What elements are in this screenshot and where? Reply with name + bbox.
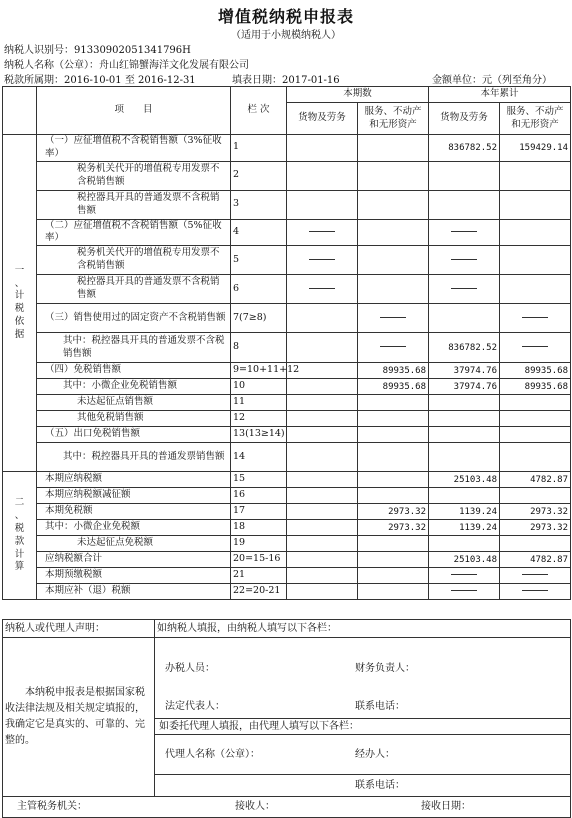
col-current-services: 服务、不动产和无形资产 bbox=[358, 103, 429, 135]
table-row bbox=[3, 395, 571, 411]
table-row bbox=[3, 246, 571, 275]
not-applicable-dash bbox=[429, 584, 500, 600]
table-row bbox=[3, 304, 571, 333]
row-label: 其中：税控器具开具的普通发票不含税销售额 bbox=[37, 333, 231, 363]
section-char: 据 bbox=[14, 328, 25, 340]
not-applicable-dash bbox=[429, 219, 500, 246]
phone-label: 联系电话： bbox=[355, 701, 405, 712]
row-number: 7(7≥8) bbox=[231, 304, 287, 333]
amount-cell: 4782.87 bbox=[500, 472, 571, 488]
amount-cell bbox=[358, 552, 429, 568]
taxpayer-name-label: 纳税人名称（公章）： bbox=[4, 60, 99, 71]
amount-cell bbox=[287, 520, 358, 536]
period-line bbox=[4, 71, 196, 86]
unit-label: 金额单位：元（列至角分） bbox=[432, 75, 552, 86]
amount-cell bbox=[500, 536, 571, 552]
amount-cell bbox=[500, 275, 571, 304]
amount-cell: 89935.68 bbox=[358, 379, 429, 395]
dash-mark bbox=[380, 317, 406, 318]
amount-cell bbox=[287, 379, 358, 395]
col-current-goods: 货物及劳务 bbox=[287, 103, 358, 135]
row-number: 12 bbox=[231, 411, 287, 427]
receiver-label: 接收人： bbox=[235, 801, 275, 812]
amount-cell bbox=[287, 504, 358, 520]
legal-rep-label: 法定代表人： bbox=[165, 701, 225, 712]
amount-cell bbox=[287, 333, 358, 363]
row-label: 应纳税额合计 bbox=[37, 552, 231, 568]
section-char: 二 bbox=[14, 497, 25, 509]
table-row bbox=[3, 568, 571, 584]
footer-table bbox=[2, 619, 571, 818]
row-number: 13(13≥14) bbox=[231, 427, 287, 443]
dash-mark bbox=[380, 346, 406, 347]
declaration-table bbox=[2, 86, 571, 600]
section-basis bbox=[3, 135, 37, 472]
amount-cell bbox=[287, 584, 358, 600]
corner-cell bbox=[3, 87, 37, 135]
amount-cell bbox=[500, 443, 571, 472]
agent-handler-label: 经办人： bbox=[355, 749, 395, 760]
amount-cell bbox=[287, 427, 358, 443]
amount-cell: 89935.68 bbox=[500, 379, 571, 395]
row-label: 未达起征点免税额 bbox=[37, 536, 231, 552]
not-applicable-dash bbox=[500, 304, 571, 333]
row-number: 6 bbox=[231, 275, 287, 304]
amount-cell: 37974.76 bbox=[429, 379, 500, 395]
amount-cell: 2973.32 bbox=[500, 504, 571, 520]
col-ytd-services: 服务、不动产和无形资产 bbox=[500, 103, 571, 135]
agent-fill-note: 如委托代理人填报，由代理人填写以下各栏： bbox=[159, 721, 359, 732]
row-number: 19 bbox=[231, 536, 287, 552]
amount-cell bbox=[500, 246, 571, 275]
amount-cell: 2973.32 bbox=[500, 520, 571, 536]
row-number: 16 bbox=[231, 488, 287, 504]
amount-cell bbox=[358, 488, 429, 504]
dash-mark bbox=[522, 574, 548, 575]
amount-cell: 89935.68 bbox=[500, 363, 571, 379]
section-char: 税 bbox=[14, 522, 25, 534]
amount-cell bbox=[358, 568, 429, 584]
amount-cell bbox=[287, 135, 358, 162]
row-label: 本期预缴税额 bbox=[37, 568, 231, 584]
row-number: 17 bbox=[231, 504, 287, 520]
dash-mark bbox=[309, 288, 335, 289]
amount-cell: 4782.87 bbox=[500, 552, 571, 568]
section-char: 、 bbox=[14, 510, 25, 522]
amount-cell bbox=[358, 427, 429, 443]
section-char: 依 bbox=[14, 315, 25, 327]
table-row bbox=[3, 190, 571, 219]
declaration-title: 纳税人或代理人声明： bbox=[3, 620, 155, 638]
amount-cell bbox=[500, 427, 571, 443]
not-applicable-dash bbox=[358, 333, 429, 363]
col-ytd-header: 本年累计 bbox=[429, 87, 571, 103]
row-label: 其他免税销售额 bbox=[37, 411, 231, 427]
row-number: 22=20-21 bbox=[231, 584, 287, 600]
handler-label: 办税人员： bbox=[165, 663, 215, 674]
amount-cell bbox=[287, 472, 358, 488]
taxpayer-id-line bbox=[4, 41, 191, 56]
row-number: 20=15-16 bbox=[231, 552, 287, 568]
row-number: 11 bbox=[231, 395, 287, 411]
amount-cell bbox=[500, 161, 571, 190]
table-row bbox=[3, 427, 571, 443]
amount-cell bbox=[358, 584, 429, 600]
amount-cell bbox=[500, 395, 571, 411]
row-label: 其中：小微企业免税额 bbox=[37, 520, 231, 536]
amount-cell: 89935.68 bbox=[358, 363, 429, 379]
row-label: 本期免税额 bbox=[37, 504, 231, 520]
section-char: 计 bbox=[14, 548, 25, 560]
fill-date-line bbox=[232, 71, 340, 86]
row-label: 其中：小微企业免税销售额 bbox=[37, 379, 231, 395]
row-number: 14 bbox=[231, 443, 287, 472]
fill-date-label: 填表日期： bbox=[232, 75, 282, 86]
amount-cell bbox=[429, 411, 500, 427]
amount-cell: 25103.48 bbox=[429, 552, 500, 568]
amount-cell bbox=[358, 472, 429, 488]
row-label: 未达起征点销售额 bbox=[37, 395, 231, 411]
declaration-text: 本纳税申报表是根据国家税收法律法规及相关规定填报的，我确定它是真实的、可靠的、完整的。 bbox=[3, 638, 155, 797]
row-label: 本期应纳税额 bbox=[37, 472, 231, 488]
receive-date-label: 接收日期： bbox=[421, 801, 471, 812]
row-label: （一）应征增值税不含税销售额（3%征收率） bbox=[37, 135, 231, 162]
form-subtitle: （适用于小规模纳税人） bbox=[231, 30, 341, 41]
amount-cell bbox=[287, 161, 358, 190]
row-label: 税控器具开具的普通发票不含税销售额 bbox=[37, 275, 231, 304]
section-char: 算 bbox=[14, 561, 25, 573]
amount-cell bbox=[358, 135, 429, 162]
dash-mark bbox=[451, 288, 477, 289]
col-no-header: 栏 次 bbox=[231, 87, 287, 135]
table-row bbox=[3, 275, 571, 304]
section-char: 一 bbox=[14, 264, 25, 276]
not-applicable-dash bbox=[358, 304, 429, 333]
amount-cell bbox=[287, 568, 358, 584]
table-row bbox=[3, 135, 571, 162]
dash-mark bbox=[309, 231, 335, 232]
amount-cell bbox=[358, 246, 429, 275]
col-ytd-goods: 货物及劳务 bbox=[429, 103, 500, 135]
amount-cell bbox=[358, 190, 429, 219]
section-char: 计 bbox=[14, 290, 25, 302]
section-char: 款 bbox=[14, 535, 25, 547]
row-number: 2 bbox=[231, 161, 287, 190]
row-label: （三）销售使用过的固定资产不含税销售额 bbox=[37, 304, 231, 333]
amount-cell bbox=[429, 161, 500, 190]
amount-cell: 37974.76 bbox=[429, 363, 500, 379]
row-label: 税务机关代开的增值税专用发票不含税销售额 bbox=[37, 246, 231, 275]
row-number: 8 bbox=[231, 333, 287, 363]
not-applicable-dash bbox=[500, 584, 571, 600]
amount-cell: 2973.32 bbox=[358, 520, 429, 536]
taxpayer-name: 舟山红锦蟹海洋文化发展有限公司 bbox=[99, 60, 249, 71]
not-applicable-dash bbox=[287, 275, 358, 304]
amount-cell bbox=[287, 536, 358, 552]
row-number: 21 bbox=[231, 568, 287, 584]
amount-cell bbox=[358, 443, 429, 472]
table-row bbox=[3, 536, 571, 552]
table-row bbox=[3, 379, 571, 395]
amount-cell bbox=[429, 488, 500, 504]
amount-cell bbox=[358, 219, 429, 246]
amount-cell bbox=[429, 443, 500, 472]
dash-mark bbox=[522, 590, 548, 591]
amount-cell bbox=[287, 190, 358, 219]
row-label: 税务机关代开的增值税专用发票不含税销售额 bbox=[37, 161, 231, 190]
period: 2016-10-01 至 2016-12-31 bbox=[64, 75, 196, 86]
period-label: 税款所属期： bbox=[4, 75, 64, 86]
section-char: 、 bbox=[14, 277, 25, 289]
row-label: （五）出口免税销售额 bbox=[37, 427, 231, 443]
agent-phone-label: 联系电话： bbox=[155, 775, 571, 797]
dash-mark bbox=[451, 231, 477, 232]
table-row bbox=[3, 504, 571, 520]
not-applicable-dash bbox=[429, 246, 500, 275]
table-row bbox=[3, 520, 571, 536]
tax-office-label: 主管税务机关： bbox=[17, 801, 87, 812]
amount-cell bbox=[429, 190, 500, 219]
dash-mark bbox=[309, 259, 335, 260]
amount-cell bbox=[358, 275, 429, 304]
not-applicable-dash bbox=[287, 219, 358, 246]
row-label: 其中：税控器具开具的普通发票销售额 bbox=[37, 443, 231, 472]
amount-cell bbox=[500, 488, 571, 504]
table-row bbox=[3, 488, 571, 504]
amount-cell: 1139.24 bbox=[429, 504, 500, 520]
amount-cell bbox=[358, 536, 429, 552]
table-row bbox=[3, 443, 571, 472]
amount-cell bbox=[429, 304, 500, 333]
amount-cell bbox=[287, 395, 358, 411]
amount-cell bbox=[500, 190, 571, 219]
row-number: 4 bbox=[231, 219, 287, 246]
table-row bbox=[3, 161, 571, 190]
amount-cell: 2973.32 bbox=[358, 504, 429, 520]
agent-name-label: 代理人名称（公章）： bbox=[165, 749, 260, 760]
amount-cell bbox=[287, 443, 358, 472]
table-row bbox=[3, 363, 571, 379]
amount-cell bbox=[287, 304, 358, 333]
amount-cell bbox=[358, 161, 429, 190]
row-number: 10 bbox=[231, 379, 287, 395]
amount-cell bbox=[287, 488, 358, 504]
section-char: 税 bbox=[14, 303, 25, 315]
col-current-header: 本期数 bbox=[287, 87, 429, 103]
amount-cell: 1139.24 bbox=[429, 520, 500, 536]
row-label: 税控器具开具的普通发票不含税销售额 bbox=[37, 190, 231, 219]
taxpayer-id-label: 纳税人识别号： bbox=[4, 45, 74, 56]
row-label: 本期应补（退）税额 bbox=[37, 584, 231, 600]
not-applicable-dash bbox=[429, 568, 500, 584]
taxpayer-name-line bbox=[4, 56, 249, 71]
amount-cell bbox=[500, 219, 571, 246]
not-applicable-dash bbox=[429, 275, 500, 304]
row-number: 3 bbox=[231, 190, 287, 219]
not-applicable-dash bbox=[500, 568, 571, 584]
dash-mark bbox=[451, 574, 477, 575]
amount-cell bbox=[429, 427, 500, 443]
amount-cell bbox=[287, 411, 358, 427]
not-applicable-dash bbox=[287, 246, 358, 275]
not-applicable-dash bbox=[500, 333, 571, 363]
table-row bbox=[3, 584, 571, 600]
form-title: 增值税纳税申报表 bbox=[217, 7, 354, 26]
row-label: （四）免税销售额 bbox=[37, 363, 231, 379]
amount-cell bbox=[358, 395, 429, 411]
self-fill-note: 如纳税人填报，由纳税人填写以下各栏： bbox=[155, 620, 571, 638]
table-row bbox=[3, 219, 571, 246]
amount-cell bbox=[429, 395, 500, 411]
amount-cell bbox=[358, 411, 429, 427]
col-item-header: 项 目 bbox=[37, 87, 231, 135]
section-calc bbox=[3, 472, 37, 600]
finance-head-label: 财务负责人： bbox=[355, 663, 415, 674]
table-row bbox=[3, 472, 571, 488]
row-number: 1 bbox=[231, 135, 287, 162]
row-number: 15 bbox=[231, 472, 287, 488]
amount-cell bbox=[500, 411, 571, 427]
dash-mark bbox=[451, 590, 477, 591]
taxpayer-id: 913309020513417​96H bbox=[74, 45, 191, 56]
amount-cell bbox=[429, 536, 500, 552]
amount-cell: 25103.48 bbox=[429, 472, 500, 488]
dash-mark bbox=[522, 346, 548, 347]
fill-date: 2017-01-16 bbox=[282, 75, 340, 86]
row-number: 9=10+11+12 bbox=[231, 363, 287, 379]
amount-cell: 836782.52 bbox=[429, 135, 500, 162]
row-label: 本期应纳税额减征额 bbox=[37, 488, 231, 504]
table-row bbox=[3, 333, 571, 363]
table-row bbox=[3, 552, 571, 568]
amount-cell bbox=[287, 552, 358, 568]
amount-cell: 159429.14 bbox=[500, 135, 571, 162]
row-number: 18 bbox=[231, 520, 287, 536]
amount-cell: 836782.52 bbox=[429, 333, 500, 363]
table-row bbox=[3, 411, 571, 427]
row-label: （二）应征增值税不含税销售额（5%征收率） bbox=[37, 219, 231, 246]
row-number: 5 bbox=[231, 246, 287, 275]
dash-mark bbox=[451, 259, 477, 260]
dash-mark bbox=[522, 317, 548, 318]
